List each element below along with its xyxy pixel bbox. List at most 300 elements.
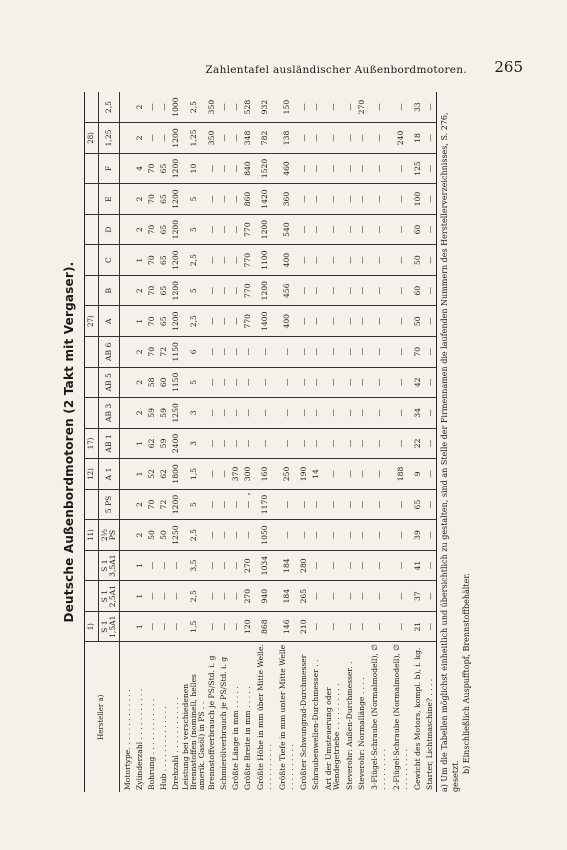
table-cell: —	[344, 92, 356, 123]
column-footnote-ref: 28)	[85, 123, 99, 154]
table-cell: —	[390, 367, 412, 398]
table-cell: —	[344, 489, 356, 520]
table-cell: —	[344, 245, 356, 276]
table-cell: —	[390, 550, 412, 581]
row-label: Größte Höhe in mm über Mitte Welle. . . . . . . . . . .	[255, 644, 273, 790]
table-cell: 2	[134, 367, 146, 398]
row-label: Schmierölverbrauch je PS/Std. i. g	[218, 656, 228, 790]
table-cell: —	[322, 489, 344, 520]
table-cell: —	[230, 581, 242, 612]
table-cell: —	[356, 123, 368, 154]
table-cell: 2	[134, 92, 146, 123]
table-cell: 150	[276, 92, 298, 123]
table-cell: —	[322, 398, 344, 429]
table-cell	[120, 245, 135, 276]
table-cell: —	[356, 184, 368, 215]
table-cell: 70	[146, 306, 158, 337]
table-row	[206, 92, 218, 792]
table-cell: —	[230, 153, 242, 184]
rotated-table-area	[62, 92, 482, 792]
table-cell: 5	[182, 275, 206, 306]
table-cell: 70	[146, 184, 158, 215]
table-cell: 50	[412, 306, 424, 337]
table-cell: —	[390, 428, 412, 459]
table-cell: 1200	[254, 214, 276, 245]
table-cell: —	[298, 153, 310, 184]
table-cell: 770	[242, 214, 254, 245]
column-header-motor: B	[99, 275, 120, 306]
table-cell: 3	[182, 428, 206, 459]
table-cell: —	[206, 153, 218, 184]
table-cell	[120, 306, 135, 337]
table-cell: —	[298, 520, 310, 551]
table-cell: —	[344, 520, 356, 551]
table-cell: —	[230, 245, 242, 276]
table-row	[276, 92, 298, 792]
table-cell: —	[230, 550, 242, 581]
table-cell: 9	[412, 459, 424, 490]
column-header-motor: F	[99, 153, 120, 184]
table-cell: —	[390, 581, 412, 612]
footnote-b: b) Einschließlich Auspufftopf, Brennstoffbehälter.	[461, 573, 471, 774]
footnote-a: a) Um die Tabellen möglichst einheitlich und übersichtlich zu gestalten, sind an Stelle der Firmennamen die laufenden Nummern des Herstellerverzeichnisses, S. 276, gesetzt.	[440, 112, 460, 792]
table-cell: 120	[242, 611, 254, 642]
table-cell: —	[298, 489, 310, 520]
table-cell: 2	[134, 275, 146, 306]
column-footnote-ref: 12)	[85, 459, 99, 490]
table-cell: —	[344, 214, 356, 245]
table-row	[424, 92, 437, 792]
table-cell: 65	[158, 184, 170, 215]
table-cell: —	[276, 337, 298, 368]
table-cell: —	[390, 275, 412, 306]
table-cell: —	[310, 367, 322, 398]
table-cell: —	[368, 184, 390, 215]
table-cell: —	[390, 611, 412, 642]
row-label: Motortype. . . . . . . . . . . . .	[123, 689, 133, 790]
table-cell: —	[310, 398, 322, 429]
table-cell: 860	[242, 184, 254, 215]
column-header-motor: 5 PS	[99, 489, 120, 520]
table-cell	[120, 153, 135, 184]
column-footnote-ref	[85, 92, 99, 123]
table-cell: 3,5	[182, 550, 206, 581]
row-label: Gewicht des Motors, kompl. b), i. kg.	[412, 647, 422, 790]
row-label: Größte Länge in mm . . . . .	[230, 686, 240, 790]
table-cell: —	[424, 367, 437, 398]
table-cell: —	[146, 611, 158, 642]
table-cell: 1200	[170, 184, 182, 215]
table-cell: 2400	[170, 428, 182, 459]
table-cell: —	[242, 520, 254, 551]
table-cell: 1150	[170, 337, 182, 368]
table-cell: —	[230, 398, 242, 429]
row-label: Drehzahl . . . . . . . . . . . .	[171, 697, 181, 790]
table-cell: —	[254, 367, 276, 398]
table-cell: 21	[412, 611, 424, 642]
page-header	[0, 58, 567, 78]
table-cell: 2	[134, 489, 146, 520]
table-cell: —	[218, 459, 230, 490]
column-header-motor: AB 1	[99, 428, 120, 459]
page-number: 265	[494, 58, 523, 76]
row-label: 2-Flügel-Schraube (Normalmodell), ∅ . . . . . . . . .	[391, 644, 409, 790]
column-header-motor: S 1 2,5A1	[99, 581, 120, 612]
table-row	[298, 92, 310, 792]
table-cell: —	[218, 337, 230, 368]
table-cell: —	[206, 581, 218, 612]
table-cell: 2	[134, 214, 146, 245]
table-cell: 2	[134, 337, 146, 368]
row-label: Starter, Lichtmaschine? . . . .	[424, 678, 434, 790]
table-cell: —	[322, 245, 344, 276]
row-label: 3-Flügel-Schraube (Normalmodell), ∅ . . . . . . . . .	[369, 644, 387, 790]
table-cell: 50	[158, 520, 170, 551]
table-cell: 348	[242, 123, 254, 154]
table-cell: —	[356, 275, 368, 306]
table-cell: —	[276, 398, 298, 429]
table-cell: —	[424, 123, 437, 154]
table-cell: 1	[134, 611, 146, 642]
table-cell: —	[390, 489, 412, 520]
table-cell: 350	[206, 92, 218, 123]
table-cell: 1000	[170, 92, 182, 123]
column-footnote-ref	[85, 367, 99, 398]
table-cell: 270	[242, 550, 254, 581]
table-cell: —	[298, 184, 310, 215]
table-cell: 265	[298, 581, 310, 612]
table-cell: 1050	[254, 520, 276, 551]
column-footnote-ref: 17)	[85, 428, 99, 459]
column-header-motor: 1,25	[99, 123, 120, 154]
column-footnote-ref	[85, 184, 99, 215]
table-cell: —	[390, 214, 412, 245]
table-cell: —	[298, 92, 310, 123]
table-cell: 14	[310, 459, 322, 490]
row-label: Zylinderzahl . . . . . . . . . . .	[135, 688, 145, 790]
table-cell: —	[322, 550, 344, 581]
table-cell: —	[390, 337, 412, 368]
table-cell: —	[424, 245, 437, 276]
table-cell: —	[322, 459, 344, 490]
table-cell: —	[390, 153, 412, 184]
table-cell: —	[242, 428, 254, 459]
table-cell: —	[218, 398, 230, 429]
table-cell: —	[424, 459, 437, 490]
table-cell: —	[322, 184, 344, 215]
table-cell: —	[310, 184, 322, 215]
table-cell: 2	[134, 398, 146, 429]
table-cell: —	[310, 245, 322, 276]
table-cell: 270	[242, 581, 254, 612]
table-cell: —	[344, 550, 356, 581]
table-cell: —	[322, 428, 344, 459]
table-cell: 5	[182, 489, 206, 520]
table-cell: 1	[134, 245, 146, 276]
table-cell: 62	[158, 459, 170, 490]
table-cell: 70	[146, 214, 158, 245]
table-cell: —	[424, 275, 437, 306]
table-cell: —	[390, 398, 412, 429]
table-cell: 270	[356, 92, 368, 123]
table-cell: 1200	[170, 245, 182, 276]
table-cell	[120, 123, 135, 154]
table-cell: 300	[242, 459, 254, 490]
table-row	[310, 92, 322, 792]
table-cell: —	[390, 306, 412, 337]
table-cell: —	[230, 611, 242, 642]
table-cell: 65	[412, 489, 424, 520]
table-cell: —	[344, 337, 356, 368]
table-cell: —	[310, 214, 322, 245]
table-cell: 1	[134, 581, 146, 612]
table-cell: —	[310, 92, 322, 123]
table-cell: —	[368, 489, 390, 520]
table-cell: —	[344, 184, 356, 215]
table-cell: 70	[146, 275, 158, 306]
table-cell: 350	[206, 123, 218, 154]
table-cell: 2	[134, 184, 146, 215]
table-cell: —	[356, 489, 368, 520]
table-row	[182, 92, 206, 792]
row-label: Bohrung . . . . . . . . . . . .	[147, 698, 157, 790]
table-cell: 18	[412, 123, 424, 154]
table-cell: —	[322, 367, 344, 398]
table-cell: —	[206, 428, 218, 459]
table-cell: —	[424, 489, 437, 520]
column-header-motor: AB 5	[99, 367, 120, 398]
table-cell: 240	[390, 123, 412, 154]
table-cell: —	[368, 245, 390, 276]
table-cell: 146	[276, 611, 298, 642]
column-header-motor: A 1	[99, 459, 120, 490]
table-cell: 1200	[170, 489, 182, 520]
table-cell: —	[206, 184, 218, 215]
table-cell: —	[356, 459, 368, 490]
table-cell: 1	[134, 459, 146, 490]
table-cell: —	[368, 550, 390, 581]
table-cell: —	[298, 306, 310, 337]
table-cell: —	[230, 275, 242, 306]
table-row	[218, 92, 230, 792]
table-cell: —	[146, 92, 158, 123]
table-cell: —	[298, 214, 310, 245]
table-cell: 1200	[170, 306, 182, 337]
table-cell: 2	[134, 123, 146, 154]
table-cell: 2,5	[182, 92, 206, 123]
table-cell: 528	[242, 92, 254, 123]
table-cell: —	[218, 123, 230, 154]
table-cell: 59	[146, 398, 158, 429]
table-cell: 1,5	[182, 459, 206, 490]
table-cell: 4	[134, 153, 146, 184]
table-cell: —	[298, 123, 310, 154]
table-cell: —	[310, 489, 322, 520]
table-cell: —	[206, 550, 218, 581]
table-row	[158, 92, 170, 792]
table-cell: —	[218, 428, 230, 459]
column-header-motor: A	[99, 306, 120, 337]
table-cell: —	[368, 153, 390, 184]
table-cell: —	[298, 428, 310, 459]
table-cell	[120, 520, 135, 551]
table-cell: —	[424, 520, 437, 551]
table-cell: —	[356, 398, 368, 429]
table-cell: —	[310, 337, 322, 368]
table-cell: —	[322, 306, 344, 337]
table-cell	[120, 92, 135, 123]
table-cell: —	[356, 306, 368, 337]
table-cell: —	[368, 367, 390, 398]
table-cell: —	[310, 611, 322, 642]
table-cell: 65	[158, 214, 170, 245]
table-row	[390, 92, 412, 792]
column-header-motor: AB 3	[99, 398, 120, 429]
table-cell: —	[206, 459, 218, 490]
column-footnote-ref	[85, 398, 99, 429]
table-cell: —	[218, 611, 230, 642]
table-cell: —	[322, 123, 344, 154]
table-cell: —	[170, 611, 182, 642]
table-cell: —	[254, 398, 276, 429]
table-cell: 1	[134, 428, 146, 459]
table-cell: —	[230, 123, 242, 154]
table-cell: —	[368, 428, 390, 459]
table-cell: —	[356, 428, 368, 459]
table-cell: 400	[276, 306, 298, 337]
table-cell: —	[310, 153, 322, 184]
table-row	[368, 92, 390, 792]
table-cell: —	[206, 306, 218, 337]
table-cell: —	[368, 92, 390, 123]
table-cell: 1200	[254, 275, 276, 306]
table-cell: 100	[412, 184, 424, 215]
table-cell: 868	[254, 611, 276, 642]
table-cell: —	[322, 337, 344, 368]
table-cell: —	[424, 214, 437, 245]
table-cell: 70	[146, 489, 158, 520]
table-cell: —	[146, 581, 158, 612]
table-cell	[120, 184, 135, 215]
table-cell: —	[218, 367, 230, 398]
table-row	[412, 92, 424, 792]
table-cell: —	[146, 550, 158, 581]
table-cell: 138	[276, 123, 298, 154]
table-cell: —	[276, 520, 298, 551]
table-cell: 10	[182, 153, 206, 184]
table-cell	[120, 337, 135, 368]
table-cell: 125	[412, 153, 424, 184]
table-cell: —	[310, 123, 322, 154]
column-footnote-ref	[85, 214, 99, 245]
table-cell: 58	[146, 367, 158, 398]
table-cell: —	[230, 184, 242, 215]
table-cell: —	[368, 611, 390, 642]
column-header-motor: C	[99, 245, 120, 276]
table-row	[146, 92, 158, 792]
row-label: Steverohr: Außen-Durchmesser. .	[344, 661, 354, 790]
table-cell: —	[242, 489, 254, 520]
table-cell: —	[368, 275, 390, 306]
table-cell: —	[344, 367, 356, 398]
table-cell	[120, 275, 135, 306]
table-cell: —	[218, 306, 230, 337]
table-row	[120, 92, 135, 792]
column-header-motor: E	[99, 184, 120, 215]
table-cell: —	[368, 214, 390, 245]
table-cell: —	[276, 367, 298, 398]
speck-mark	[248, 493, 250, 495]
table-cell: 184	[276, 581, 298, 612]
table-cell: 72	[158, 337, 170, 368]
table-row	[134, 92, 146, 792]
table-cell: —	[368, 123, 390, 154]
table-cell: 62	[146, 428, 158, 459]
table-cell: 65	[158, 275, 170, 306]
table-cell: 1200	[170, 275, 182, 306]
table-cell: 1,25	[182, 123, 206, 154]
table-cell: 1200	[170, 153, 182, 184]
table-cell: —	[310, 550, 322, 581]
row-label: Größter Schwungrad-Durchmesser	[298, 654, 308, 790]
table-cell	[120, 550, 135, 581]
table-cell: —	[218, 153, 230, 184]
table-cell: 22	[412, 428, 424, 459]
table-cell: —	[322, 611, 344, 642]
table-cell: 65	[158, 306, 170, 337]
table-cell: 59	[158, 428, 170, 459]
table-cell: —	[322, 275, 344, 306]
table-cell: 5	[182, 184, 206, 215]
table-cell: —	[356, 337, 368, 368]
table-cell: —	[368, 520, 390, 551]
table-cell: —	[206, 214, 218, 245]
table-cell: —	[218, 581, 230, 612]
table-cell: —	[242, 398, 254, 429]
table-cell	[120, 428, 135, 459]
table-cell: —	[368, 398, 390, 429]
table-cell: —	[242, 367, 254, 398]
table-cell: —	[230, 367, 242, 398]
table-cell	[120, 398, 135, 429]
table-cell: —	[322, 581, 344, 612]
row-label: Steverohr: Normallänge . . . .	[356, 677, 366, 790]
table-cell: —	[218, 489, 230, 520]
footnote-ref-row	[85, 92, 99, 792]
table-cell: —	[424, 611, 437, 642]
table-cell: —	[424, 153, 437, 184]
column-footnote-ref: 1)	[85, 611, 99, 642]
table-cell: —	[310, 275, 322, 306]
table-cell: —	[298, 245, 310, 276]
table-cell: 1034	[254, 550, 276, 581]
table-cell: 70	[412, 337, 424, 368]
table-cell: 456	[276, 275, 298, 306]
row-label: Größte Tiefe in mm unter Mitte Welle . . . . . . . . . .	[277, 644, 295, 790]
table-row	[242, 92, 254, 792]
table-cell: 840	[242, 153, 254, 184]
table-cell: —	[424, 581, 437, 612]
table-cell: 1,5	[182, 611, 206, 642]
column-footnote-ref	[85, 275, 99, 306]
table-cell: —	[322, 153, 344, 184]
column-header-motor: S 1 1,5A1	[99, 611, 120, 642]
table-cell: —	[254, 337, 276, 368]
table-cell: —	[254, 428, 276, 459]
table-cell: —	[424, 428, 437, 459]
column-footnote-ref: 27)	[85, 306, 99, 337]
table-cell: —	[230, 520, 242, 551]
